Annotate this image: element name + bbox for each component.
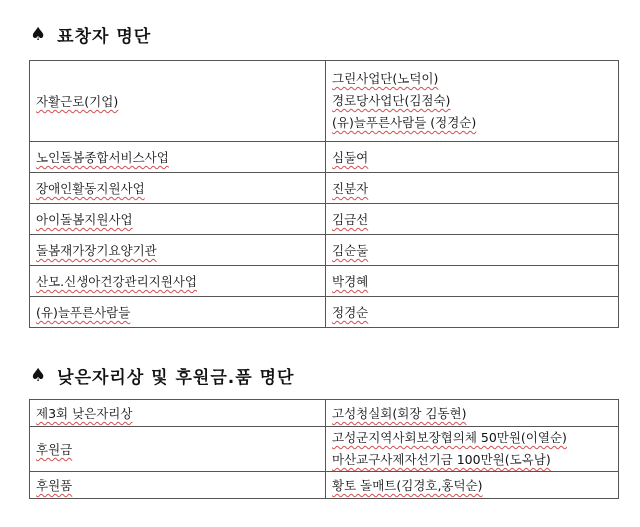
table-row — [30, 204, 619, 235]
category-cell: 돌봄재가장기요양기관 — [30, 235, 326, 266]
names-cell: 정경순 — [326, 297, 619, 328]
section-heading-awardees — [30, 22, 151, 47]
section-heading-sponsors — [30, 363, 294, 388]
table-row — [30, 400, 619, 427]
category-cell: 자활근로(기업) — [30, 61, 326, 142]
names-cell: 박경혜 — [326, 266, 619, 297]
section-title: 낮은자리상 및 후원금.품 명단 — [57, 368, 295, 388]
spade-icon: ♠ — [30, 365, 48, 386]
names-cell: 고성군지역사회보장협의체 50만원(이열순) 마산교구사제자선기금 100만원(도옥남) — [326, 427, 619, 472]
names-cell: 진분자 — [326, 173, 619, 204]
category-cell: 아이돌봄지원사업 — [30, 204, 326, 235]
table-row — [30, 472, 619, 499]
category-cell: 제3회 낮은자리상 — [30, 400, 326, 427]
category-cell: (유)늘푸른사람들 — [30, 297, 326, 328]
table-row — [30, 427, 619, 472]
category-cell: 후원품 — [30, 472, 326, 499]
table-row — [30, 235, 619, 266]
section-title: 표창자 명단 — [57, 27, 152, 47]
table-row — [30, 297, 619, 328]
names-cell: 그린사업단(노덕이) 경로당사업단(김점숙) (유)늘푸른사람들 (정경순) — [326, 61, 619, 142]
names-cell: 황토 돌매트(김경호,홍덕순) — [326, 472, 619, 499]
category-cell: 장애인활동지원사업 — [30, 173, 326, 204]
category-cell: 후원금 — [30, 427, 326, 472]
sponsors-table — [29, 399, 619, 499]
table-row — [30, 142, 619, 173]
names-cell: 심둘여 — [326, 142, 619, 173]
names-cell: 고성청실회(회장 김동현) — [326, 400, 619, 427]
spade-icon: ♠ — [30, 24, 48, 45]
category-cell: 산모.신생아건강관리지원사업 — [30, 266, 326, 297]
names-cell: 김금선 — [326, 204, 619, 235]
table-row — [30, 61, 619, 142]
awardees-table — [29, 60, 619, 328]
category-cell: 노인돌봄종합서비스사업 — [30, 142, 326, 173]
table-row — [30, 173, 619, 204]
names-cell: 김순둘 — [326, 235, 619, 266]
table-row — [30, 266, 619, 297]
